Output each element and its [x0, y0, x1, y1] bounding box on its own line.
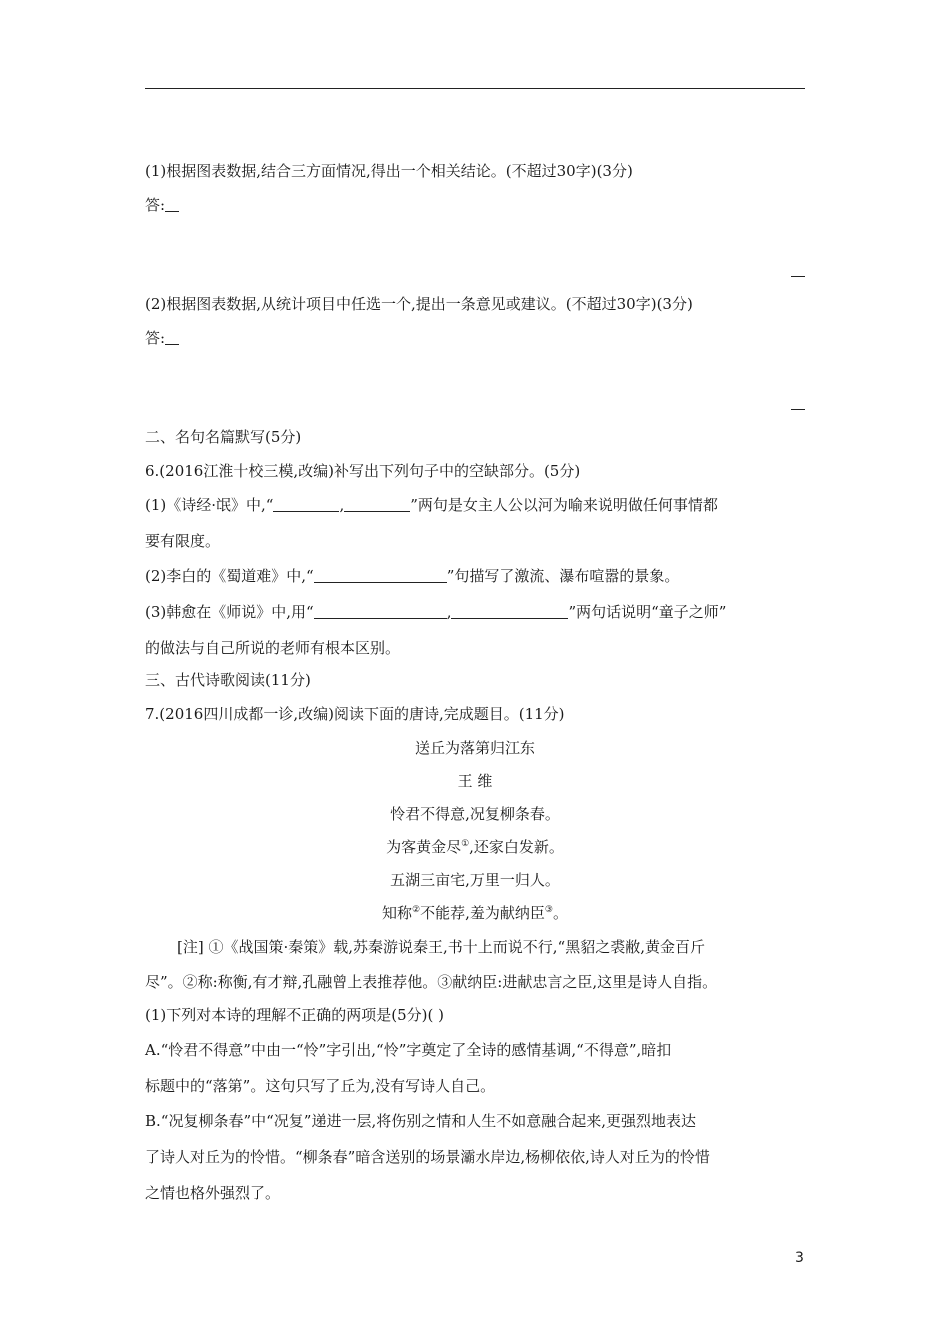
q6-item1-text-a: (1)《诗经·氓》中,“ [145, 496, 274, 514]
note-marker-3: ③ [544, 905, 553, 915]
poem-line-1: 怜君不得意,况复柳条春。 [390, 805, 560, 823]
q6-item3-blank-2[interactable] [451, 603, 568, 619]
q6-item3-cont: 的做法与自己所说的老师有根本区别。 [145, 639, 401, 657]
q6-item1-text-b: ”两句是女主人公以河为喻来说明做任何事情都 [410, 496, 718, 514]
note-marker-1: ① [461, 839, 470, 849]
section3-heading: 三、古代诗歌阅读(11分) [145, 671, 311, 689]
q6-item3-text-b: ”两句话说明“童子之师” [568, 603, 727, 621]
q6-item1-sep: , [339, 496, 345, 514]
q6-item1-blank-1[interactable] [273, 496, 339, 512]
q2-prompt: (2)根据图表数据,从统计项目中任选一个,提出一条意见或建议。(不超过30字)(3分) [145, 295, 693, 313]
q1-answer-end-line [791, 276, 805, 277]
section2-heading: 二、名句名篇默写(5分) [145, 428, 302, 446]
q2-answer [145, 327, 179, 348]
q1-answer-label: 答: [145, 196, 166, 214]
q6-item2 [145, 565, 679, 586]
q6-item3-sep: , [446, 603, 452, 621]
q6-item3-blank-1[interactable] [314, 603, 447, 619]
q7-1-option-b-line-1: B.“况复柳条春”中“况复”递进一层,将伤别之情和人生不如意融合起来,更强烈地表达 [145, 1112, 697, 1130]
notes-line-1: [注] ①《战国策·秦策》载,苏秦游说秦王,书十上而说不行,“黑貂之裘敝,黄金百斤 [177, 938, 705, 956]
q1-prompt: (1)根据图表数据,结合三方面情况,得出一个相关结论。(不超过30字)(3分) [145, 162, 633, 180]
q7-title: 7.(2016四川成都一诊,改编)阅读下面的唐诗,完成题目。(11分) [145, 705, 565, 723]
q6-item1-cont: 要有限度。 [145, 532, 221, 550]
q6-item2-text-a: (2)李白的《蜀道难》中,“ [145, 567, 314, 585]
q6-title: 6.(2016江淮十校三模,改编)补写出下列句子中的空缺部分。(5分) [145, 462, 581, 480]
notes-line-2: 尽”。②称:称衡,有才辩,孔融曾上表推荐他。③献纳臣:进献忠言之臣,这里是诗人自指。 [145, 973, 718, 991]
header-rule [145, 88, 805, 89]
q2-answer-blank[interactable] [165, 330, 179, 345]
poem-line-4: 知称②不能荐,羞为献纳臣③。 [382, 904, 568, 922]
poem-line-3: 五湖三亩宅,万里一归人。 [390, 871, 560, 889]
q7-1-option-a-line-2: 标题中的“落第”。这句只写了丘为,没有写诗人自己。 [145, 1077, 496, 1095]
q6-item3-text-a: (3)韩愈在《师说》中,用“ [145, 603, 314, 621]
q1-answer-blank[interactable] [165, 197, 179, 212]
page-number: 3 [795, 1250, 804, 1266]
q7-1-prompt: (1)下列对本诗的理解不正确的两项是(5分)( ) [145, 1006, 444, 1024]
q2-answer-label: 答: [145, 329, 166, 347]
poem-line-2: 为客黄金尽①,还家白发新。 [386, 838, 564, 856]
q6-item2-blank[interactable] [314, 567, 447, 583]
poem-author: 王 维 [457, 772, 493, 790]
q6-item3 [145, 601, 726, 622]
q1-answer [145, 194, 179, 215]
q2-answer-end-line [791, 409, 805, 410]
q7-1-option-b-line-3: 之情也格外强烈了。 [145, 1184, 281, 1202]
q6-item1 [145, 494, 718, 515]
q6-item2-text-b: ”句描写了激流、瀑布喧嚣的景象。 [446, 567, 680, 585]
q7-1-option-b-line-2: 了诗人对丘为的怜惜。“柳条春”暗含送别的场景灞水岸边,杨柳依依,诗人对丘为的怜惜 [145, 1148, 710, 1166]
note-marker-2: ② [412, 905, 421, 915]
q6-item1-blank-2[interactable] [344, 496, 410, 512]
q7-1-option-a-line-1: A.“怜君不得意”中由一“怜”字引出,“怜”字奠定了全诗的感情基调,“不得意”,暗扣 [145, 1041, 672, 1059]
poem-title: 送丘为落第归江东 [414, 739, 535, 757]
